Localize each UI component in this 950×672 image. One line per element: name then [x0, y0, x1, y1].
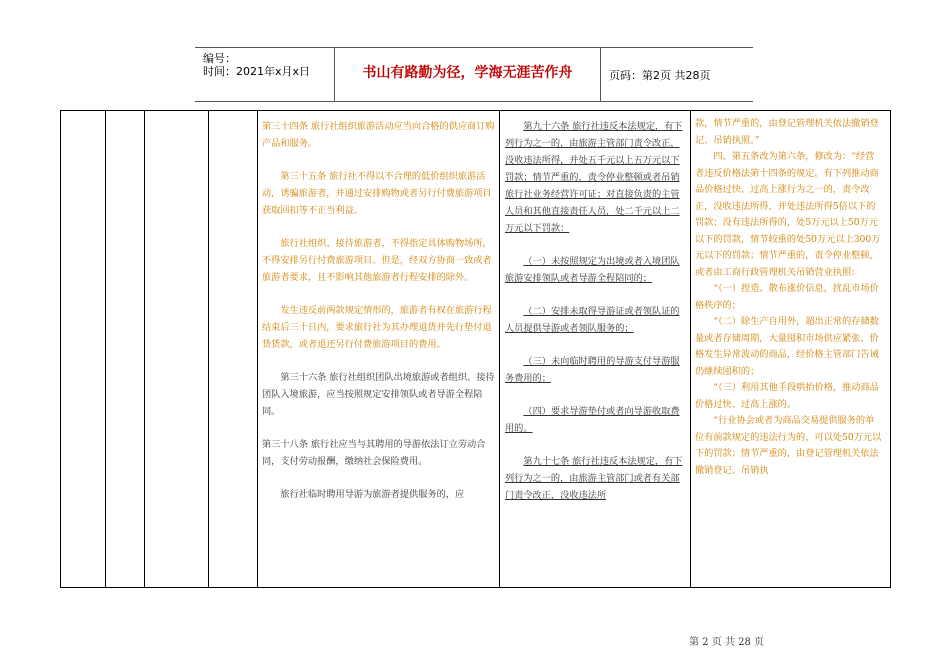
article-paragraph: 发生违反前两款规定情形的，旅游者有权在旅游行程结束后三十日内，要求旅行社为其办理退货并先行垫付退货货款，或者退还另行付费旅游项目的费用。	[262, 305, 492, 350]
amendment-paragraph: “（二）除生产自用外，超出正常的存储数量或者存储周期，大量囤积市场供应紧张、价格发生异常波动的商品，经价格主管部门告诫仍继续囤积的；	[695, 316, 879, 377]
penalty-paragraph-text: 第九十六条 旅行社违反本法规定，有下列行为之一的，由旅游主管部门责令改正，没收违法所得，并处五千元以上五万元以下罚款；情节严重的，责令停业整顿或者吊销旅行社业务经营许可证；对直接负责的主管人员和其他直接责任人员，处二千元以上二万元以下罚款：	[505, 121, 683, 234]
amendment-text-column	[695, 116, 883, 479]
amendment-paragraph: “行业协会或者为商品交易提供服务的单位有前款规定的违法行为的，可以处50万元以下的罚款；情节严重的，由登记管理机关依法撤销登记、吊销执	[695, 415, 882, 476]
penalty-paragraph	[505, 353, 685, 387]
header-meta	[203, 52, 310, 78]
penalty-paragraph-text: （三）未向临时聘用的导游支付导游服务费用的；	[505, 356, 680, 384]
penalty-paragraph-text: 第九十七条 旅行社违反本法规定，有下列行为之一的，由旅游主管部门或者有关部门责令改正，没收违法所	[505, 456, 683, 501]
penalty-paragraph	[505, 453, 685, 504]
number-label: 编号：	[203, 52, 236, 65]
amendment-paragraph: “（三）利用其他手段哄抬价格，推动商品价格过快、过高上涨的。	[695, 382, 879, 410]
penalty-paragraph	[505, 303, 685, 337]
amendment-paragraph: “（一）捏造、散布涨价信息，扰乱市场价格秩序的；	[695, 283, 879, 311]
article-paragraph: 第三十四条 旅行社组织旅游活动应当向合格的供应商订购产品和服务。	[262, 121, 495, 149]
penalty-paragraph-text: （一）未按照规定为出境或者入境团队旅游安排领队或者导游全程陪同的；	[505, 256, 680, 284]
table-column-divider	[208, 110, 209, 588]
original-text-column	[262, 118, 498, 519]
penalty-paragraph	[505, 118, 685, 237]
penalty-paragraph-text: （四）要求导游垫付或者向导游收取费用的。	[505, 406, 680, 434]
date-label: 时间：2021年x月x日	[203, 65, 311, 78]
table-column-divider	[690, 110, 691, 588]
header-divider	[600, 48, 601, 101]
penalty-paragraph	[505, 253, 685, 287]
page-footer: 第 2 页 共 28 页	[689, 637, 764, 648]
penalty-paragraph	[505, 403, 685, 437]
table-column-divider	[105, 110, 106, 588]
penalty-text-column	[505, 118, 685, 520]
article-paragraph: 旅行社组织、接待旅游者，不得指定具体购物场所，不得安排另行付费旅游项目。但是，经双方协商一致或者旅游者要求，且不影响其他旅游者行程安排的除外。	[262, 238, 492, 283]
article-paragraph: 第三十八条 旅行社应当与其聘用的导游依法订立劳动合同，支付劳动报酬，缴纳社会保险费用。	[262, 439, 486, 467]
table-column-divider	[144, 110, 145, 588]
page-header	[195, 47, 753, 102]
amendment-paragraph: 款，情节严重的，由登记管理机关依法撤销登记、吊销执照。”	[695, 118, 879, 146]
table-column-divider	[257, 110, 258, 588]
article-paragraph: 第三十六条 旅行社组织团队出境旅游或者组织、接待团队入境旅游，应当按照规定安排领队或者导游全程陪同。	[262, 372, 495, 417]
table-column-divider	[499, 110, 500, 588]
amendment-paragraph: 四、第五条改为第六条，修改为：“经营者违反价格法第十四条的规定，有下列推动商品价格过快、过高上涨行为之一的，责令改正，没收违法所得，并处违法所得5倍以下的罚款；没有违法所得的，处5万元以上50万元以下的罚款，情节较重的处50万元以上300万元以下的罚款；情节严重的，责令停业整顿，或者由工商行政管理机关吊销营业执照：	[695, 151, 881, 278]
header-motto: 书山有路勤为径，学海无涯苦作舟	[362, 65, 573, 81]
header-page-label: 页码：第2页 共28页	[609, 69, 711, 82]
penalty-paragraph-text: （二）安排未取得导游证或者领队证的人员提供导游或者领队服务的；	[505, 306, 680, 334]
article-paragraph: 旅行社临时聘用导游为旅游者提供服务的，应	[280, 489, 465, 500]
article-paragraph: 第三十五条 旅行社不得以不合理的低价组织旅游活动，诱骗旅游者，并通过安排购物或者另行付费旅游项目获取回扣等不正当利益。	[262, 171, 492, 216]
